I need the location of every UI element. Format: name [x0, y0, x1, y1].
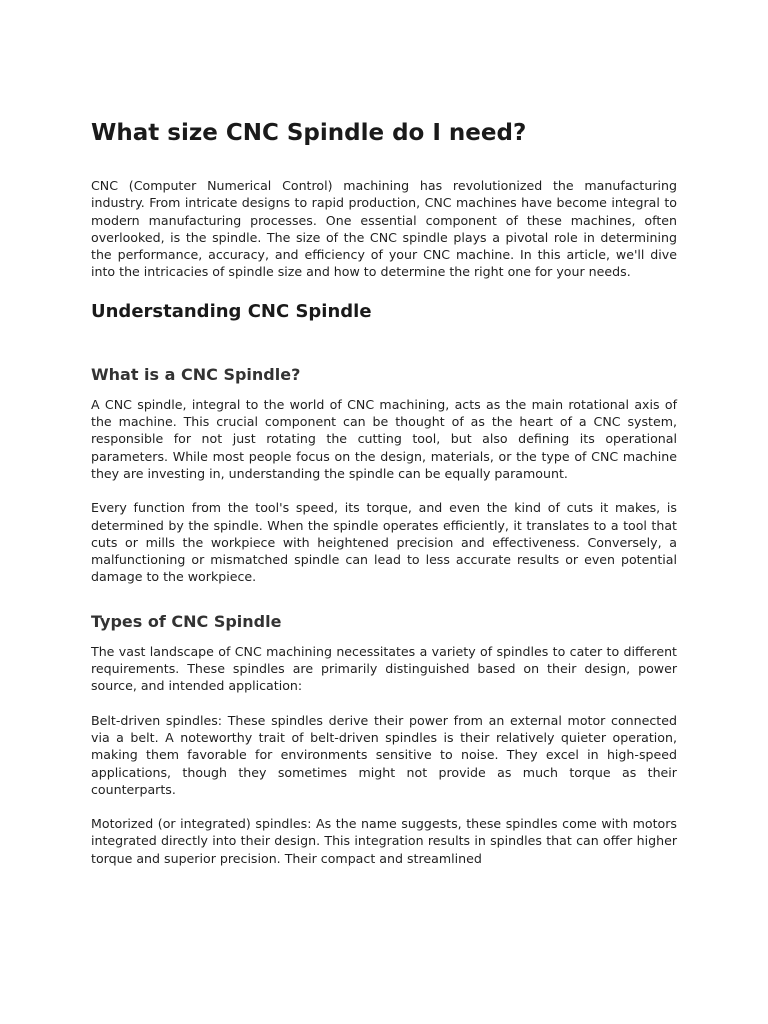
subsection-heading-what-is: What is a CNC Spindle? — [91, 364, 301, 384]
intro-paragraph: CNC (Computer Numerical Control) machining has revolutionized the manufacturing industry. From intricate designs to rapid production, CNC machines have become integral to modern manufacturing processes. One essential component of these machines, often overlooked, is the spindle. The size of the CNC spindle plays a pivotal role in determining the performance, accuracy, and efficiency of your CNC machine. In this article, we'll dive into the intricacies of spindle size and how to determine the right one for your needs. — [91, 178, 677, 280]
paragraph: Belt-driven spindles: These spindles derive their power from an external motor connected via a belt. A noteworthy trait of belt-driven spindles is their relatively quieter operation, making them favorable for environments sensitive to noise. They excel in high-speed applications, though they sometimes might not provide as much torque as their counterparts. — [91, 712, 677, 797]
subsection-heading-types: Types of CNC Spindle — [91, 611, 282, 631]
paragraph: Every function from the tool's speed, its torque, and even the kind of cuts it makes, is determined by the spindle. When the spindle operates efficiently, it translates to a tool that cuts or mills the workpiece with heightened precision and effectiveness. Conversely, a malfunctioning or mismatched spindle can lead to less accurate results or even potential damage to the workpiece. — [91, 500, 677, 585]
article-body — [91, 118, 677, 884]
paragraph: The vast landscape of CNC machining necessitates a variety of spindles to cater to different requirements. These spindles are primarily distinguished based on their design, power source, and intended application: — [91, 643, 677, 694]
article-title: What size CNC Spindle do I need? — [91, 120, 527, 146]
paragraph: Motorized (or integrated) spindles: As the name suggests, these spindles come with motors integrated directly into their design. This integration results in spindles that can offer higher torque and superior precision. Their compact and streamlined — [91, 816, 677, 866]
paragraph: A CNC spindle, integral to the world of CNC machining, acts as the main rotational axis of the machine. This crucial component can be thought of as the heart of a CNC system, responsible for not just rotating the cutting tool, but also defining its operational parameters. While most people focus on the design, materials, or the type of CNC machine they are investing in, understanding the spindle can be equally paramount. — [91, 396, 677, 481]
section-heading-understanding: Understanding CNC Spindle — [91, 300, 372, 322]
